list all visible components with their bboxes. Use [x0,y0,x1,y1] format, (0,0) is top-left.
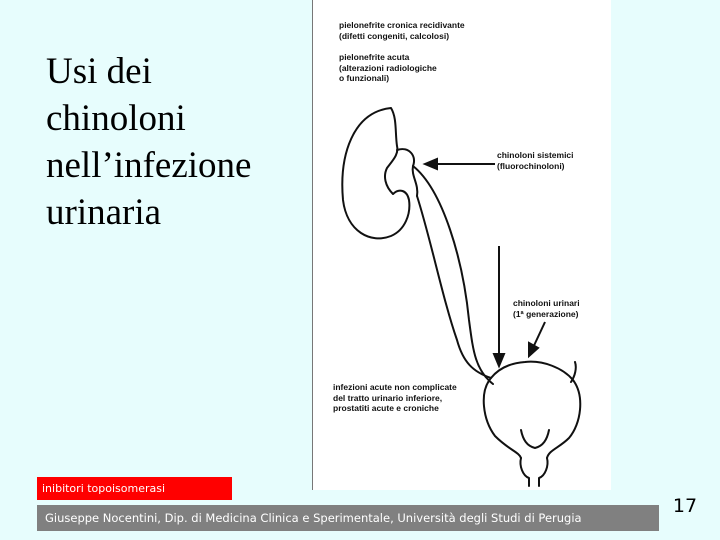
label-infezioni-basse: infezioni acute non complicate del tratto urinario inferiore, prostatiti acute e croniche [333,382,457,413]
title-line-1: Usi dei [46,51,152,92]
ureter-inner [417,196,491,378]
slide-title [46,48,296,236]
renal-pelvis [397,149,417,196]
bladder-trigone [521,430,549,448]
ureter-outer [413,166,493,384]
bladder-right-ureter [571,362,576,382]
topic-tag: inibitori topoisomerasi [37,477,232,500]
page-number: 17 [672,495,698,517]
label-pielonefrite-acuta: pielonefrite acuta (alterazioni radiologiche o funzionali) [339,52,437,83]
label-pielonefrite-cronica: pielonefrite cronica recidivante (difetti congeniti, calcolosi) [339,20,465,41]
footer-credit: Giuseppe Nocentini, Dip. di Medicina Clinica e Sperimentale, Università degli Studi di Perugia [37,505,659,531]
label-chinoloni-urinari: chinoloni urinari (1ª generazione) [513,298,580,319]
bladder-outline [484,362,580,458]
prostate-urethra [520,458,547,486]
kidney-outline [342,108,409,238]
title-line-4: urinaria [46,192,162,233]
urinary-tract-figure [312,0,611,490]
title-line-2: chinoloni [46,98,186,139]
title-line-3: nell’infezione [46,145,252,186]
label-chinoloni-sistemici: chinoloni sistemici (fluorochinoloni) [497,150,574,171]
